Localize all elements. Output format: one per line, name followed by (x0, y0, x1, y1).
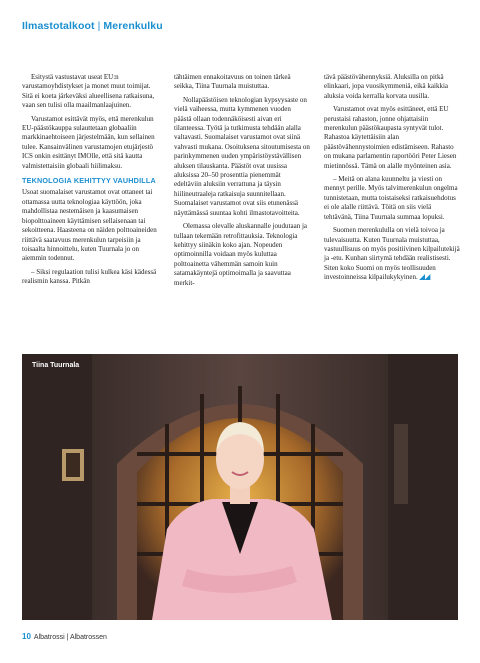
article-column-1 (22, 73, 158, 291)
photo-caption: Tiina Tuurnala (32, 362, 80, 369)
article-column-2 (174, 73, 310, 292)
article-column-3 (324, 73, 460, 287)
end-mark: ◢◢ (419, 274, 431, 282)
portrait-illustration (22, 354, 458, 620)
header-separator: | (97, 20, 101, 32)
paragraph: Nollapäästöisen teknologian kypsyysaste on vielä vaiheessa, mutta kymmenen vuoden päästä ollaan todennäköisesti aivan eri tilanteessa. Työtä ja tutkimusta tehdään alalla valtavasti. Suomalaiset varustamot ovat siinä vahvasti mukana. Osoituksena sitoutumisesta on parinkymmenen uuden ympäristöystävällisen aluksen tilauskanta. Päästöt ovat uusissa aluksissa 20–50 prosenttia pienemmät edeltäviin aluksiin verrattuna ja täysin hiilineutraaleja ratkaisuja suunnitellaan. Suomalaiset varustamot ovat siis etunenässä näyttämässä suuntaa kohti ilmastotavoitteita. (174, 95, 310, 217)
paragraph (324, 226, 460, 282)
paragraph: Olemassa olevalle aluskannalle joudutaan ja tullaan tekemään retrofittauksia. Teknologia kehittyy siinäkin koko ajan. Nopeuden optimoinnilla voidaan myös kuluttaa polttoainetta vähemmän samoin kuin satamakäyntejä optimoimalla ja saavuttaa merkit- (174, 222, 308, 287)
section-header (22, 20, 163, 32)
paragraph: tävä päästövähennyksiä. Aluksilla on pitkä elinkaari, jopa vuosikymmeniä, eikä kaikkia aluksia voida kerralla korvata uusilla. (324, 73, 449, 100)
subsection-title: Merenkulku (103, 20, 163, 32)
paragraph: – Siksi regulaation tulisi kulkea käsi kädessä realismin kanssa. Pitkän (22, 267, 157, 286)
paragraph: – Meitä on alana kuunneltu ja viesti on mennyt perille. Myös talvimerenkulun ongelma tunnistetaan, mutta toistaiseksi ratkaisuehdotus ei ole alalle riittävä. Töitä on siis vielä tehtävänä, Tiina Tuurnala summaa lopuksi. (324, 175, 458, 221)
paragraph: tähtäimen ennakoitavuus on toinen tärkeä seikka, Tiina Tuurnala muistuttaa. (174, 73, 291, 91)
paragraph: Varustamot esittävät myös, että merenkulun EU-päästökauppa sulauttetaan globaaliin markkinaehtoiseen järjestelmään, kun sellainen tulee. Kansainvälinen varustamojen etujärjestö ICS onkin esittänyt IMOlle, että sitä kautta valmistettaisiin globaali hiilimaksu. (22, 114, 155, 170)
page-footer (22, 632, 107, 641)
paragraph: Usoat suomalaiset varustamot ovat ottaneet tai ottamassa uutta teknologiaa käyttöön, joka mahdollistaa nestemäisen ja kaasumaisen biopolttoaineen käyttämisen sellaisenaan tai sekoitteena. Haasteena on näiden polttoaineiden riittävä saatavuus merenkulun tarpeisiin ja toisaalta hinnoittelu, kuten Tuurnala jo on aiemmin todennut. (22, 188, 157, 263)
page-number: 10 (22, 632, 31, 641)
section-title: Ilmastotalkoot (22, 20, 95, 32)
subheading: TEKNOLOGIA KEHITTYY VAUHDILLA (22, 176, 156, 186)
publication-name: Albatrossi | Albatrossen (33, 634, 107, 641)
portrait-photo (22, 354, 458, 620)
paragraph-text: Suomen merenkululla on vielä toivoa ja tulevaisuutta. Kuten Tuurnala muistuttaa, vastuullisuus on myös positiivinen kilpailutekijä ja -etu. Kunhan siirtymä tehdään realistisesti. Siten koko Suomi on myös teollisuuden investoinneissa kilpailukykyinen. (324, 226, 460, 282)
paragraph: Varustamot ovat myös esittäneet, että EU perustaisi rahaston, jonne ohjattaisiin merenkulun päästökaupasta syntyvät tulot. Rahastoa käytettäisiin alan päästövähennystoimien edistämiseen. Rahasto on mukana parlamentin raportööri Peter Liesen mietinnössä. Tämä on alalle myönteinen asia. (324, 105, 457, 170)
paragraph: Esitystä vastustavat useat EU:n varustamoyhdistykset ja monet muut toimijat. Sitä ei koeta järkeväksi alueellisena ratkaisuna, vaan sen tulisi olla maailmanlaajuinen. (22, 73, 155, 110)
